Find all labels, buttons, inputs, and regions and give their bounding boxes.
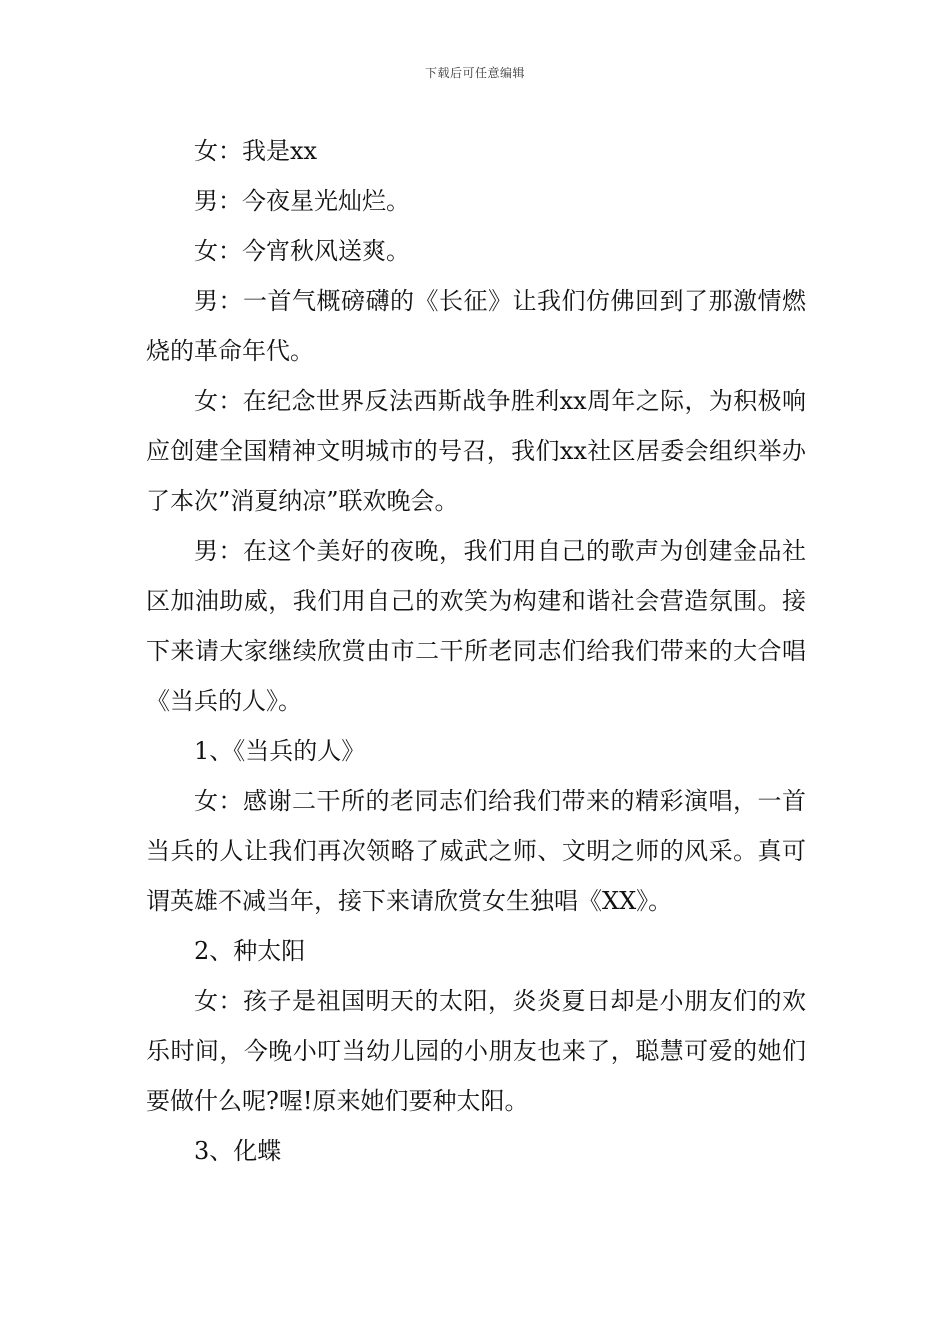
dialogue-line-male-evening: 男：在这个美好的夜晚，我们用自己的歌声为创建金品社区加油助威，我们用自己的欢笑为构建和谐社会营造氛围。接下来请大家继续欣赏由市二干所老同志们给我们带来的大合唱《当兵的人》。 bbox=[146, 537, 806, 715]
program-item-1: 1、《当兵的人》 bbox=[194, 737, 366, 765]
dialogue-line-female-intro: 女：我是xx bbox=[194, 137, 318, 165]
dialogue-line-female-children: 女：孩子是祖国明天的太阳，炎炎夏日却是小朋友们的欢乐时间，今晚小叮当幼儿园的小朋友也来了，聪慧可爱的她们要做什么呢?喔!原来她们要种太阳。 bbox=[146, 987, 806, 1115]
dialogue-line-male-long-march: 男：一首气概磅礴的《长征》让我们仿佛回到了那激情燃烧的革命年代。 bbox=[146, 287, 806, 365]
page-header-note: 下载后可任意编辑 bbox=[424, 66, 525, 80]
dialogue-line-female-autumn: 女：今宵秋风送爽。 bbox=[194, 237, 410, 265]
document-body bbox=[146, 126, 806, 1176]
dialogue-line-male-stars: 男：今夜星光灿烂。 bbox=[194, 187, 410, 215]
dialogue-line-female-thanks: 女：感谢二干所的老同志们给我们带来的精彩演唱，一首当兵的人让我们再次领略了威武之师、文明之师的风采。真可谓英雄不减当年，接下来请欣赏女生独唱《XX》。 bbox=[146, 787, 806, 915]
program-item-3: 3、化蝶 bbox=[194, 1137, 282, 1165]
dialogue-line-female-anniversary: 女：在纪念世界反法西斯战争胜利xx周年之际，为积极响应创建全国精神文明城市的号召，我们xx社区居委会组织举办了本次”消夏纳凉”联欢晚会。 bbox=[146, 387, 806, 515]
program-item-2: 2、种太阳 bbox=[194, 937, 306, 965]
